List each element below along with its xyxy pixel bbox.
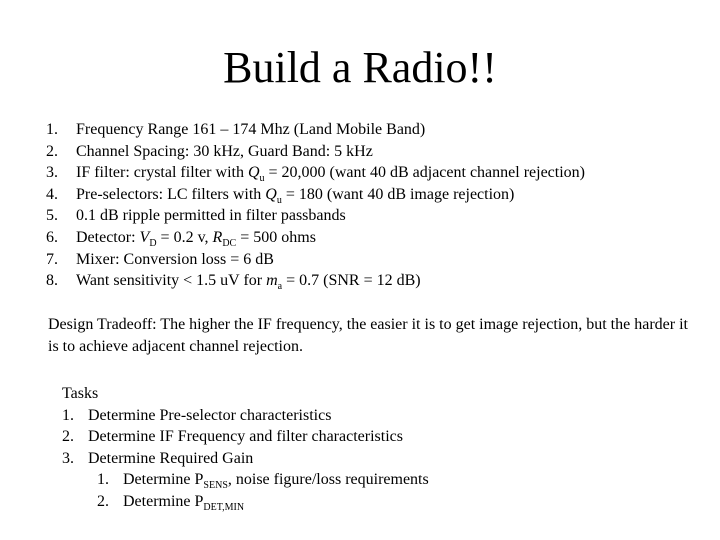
requirement-item xyxy=(46,162,585,184)
requirement-text xyxy=(76,227,316,249)
requirement-text: Channel Spacing: 30 kHz, Guard Band: 5 kHz xyxy=(76,142,373,160)
subtask-text-pre: Determine P xyxy=(123,471,204,489)
symbol-m: m xyxy=(266,272,278,290)
symbol-q: Q xyxy=(247,164,260,182)
requirement-text xyxy=(76,162,585,184)
task-item xyxy=(62,405,429,427)
subscript-u: u xyxy=(276,194,282,206)
task-text: Determine Pre-selector characteristics xyxy=(88,406,332,424)
subscript-dc: DC xyxy=(222,238,237,250)
subtask-number: 2. xyxy=(97,492,109,510)
symbol-r: R xyxy=(212,228,223,246)
subscript-u: u xyxy=(259,173,265,185)
requirement-number: 3. xyxy=(46,164,58,182)
task-number: 3. xyxy=(62,449,74,467)
requirement-item xyxy=(46,249,585,271)
requirement-text-post: = 180 (want 40 dB image rejection) xyxy=(281,185,515,203)
subscript-a: a xyxy=(277,281,283,293)
requirement-text-post: = 0.7 (SNR = 12 dB) xyxy=(282,272,421,290)
task-text: Determine Required Gain xyxy=(88,449,254,467)
requirements-list xyxy=(46,119,585,292)
design-tradeoff-paragraph: Design Tradeoff: The higher the IF frequency, the easier it is to get image rejection, but the harder it is to achieve adjacent channel rejection. xyxy=(48,316,688,355)
requirement-item xyxy=(46,119,585,141)
requirement-item xyxy=(46,184,585,206)
subtask-text-pre: Determine P xyxy=(123,492,204,510)
requirement-text-pre: Pre-selectors: LC filters with xyxy=(76,185,266,203)
requirement-number: 7. xyxy=(46,250,58,268)
requirement-text-post: = 20,000 (want 40 dB adjacent channel rejection) xyxy=(264,164,585,182)
requirement-text: Mixer: Conversion loss = 6 dB xyxy=(76,250,274,268)
requirement-number: 2. xyxy=(46,142,58,160)
symbol-v: V xyxy=(139,228,150,246)
task-subitem xyxy=(62,469,429,491)
subtask-text xyxy=(123,492,245,514)
requirement-item xyxy=(46,227,585,249)
symbol-q: Q xyxy=(265,185,277,203)
subtask-text-post: , noise figure/loss requirements xyxy=(227,471,429,489)
requirement-text-pre: IF filter: crystal filter with xyxy=(76,164,248,182)
slide-title: Build a Radio!! xyxy=(223,43,497,92)
task-number: 2. xyxy=(62,428,74,446)
requirement-number: 4. xyxy=(46,185,58,203)
requirement-text-post: = 500 ohms xyxy=(236,228,316,246)
requirement-text xyxy=(76,270,421,292)
requirement-text: 0.1 dB ripple permitted in filter passbands xyxy=(76,207,346,225)
requirement-text-mid: = 0.2 v, xyxy=(156,228,213,246)
requirement-text: Frequency Range 161 – 174 Mhz (Land Mobile Band) xyxy=(76,121,426,138)
requirement-item xyxy=(46,141,585,163)
requirement-number: 6. xyxy=(46,228,58,246)
requirement-text xyxy=(76,184,514,206)
requirement-number: 5. xyxy=(46,207,58,225)
requirement-item xyxy=(46,205,585,227)
tasks-heading: Tasks xyxy=(62,385,99,402)
task-subitem xyxy=(62,491,429,513)
requirement-number: 8. xyxy=(46,272,58,290)
subscript-d: D xyxy=(149,238,157,250)
subscript-det-min: DET,MIN xyxy=(203,502,245,514)
tasks-section xyxy=(62,383,429,513)
subtask-number: 1. xyxy=(97,471,109,489)
requirement-number: 1. xyxy=(46,121,58,138)
subtask-text xyxy=(123,471,429,492)
requirement-item xyxy=(46,270,585,292)
task-text: Determine IF Frequency and filter characteristics xyxy=(88,428,403,446)
task-item xyxy=(62,426,429,448)
requirement-text-pre: Detector: xyxy=(76,228,140,246)
subscript-sens: SENS xyxy=(203,480,228,492)
task-number: 1. xyxy=(62,406,74,424)
task-item xyxy=(62,448,429,470)
requirement-text-pre: Want sensitivity < 1.5 uV for xyxy=(76,272,267,290)
